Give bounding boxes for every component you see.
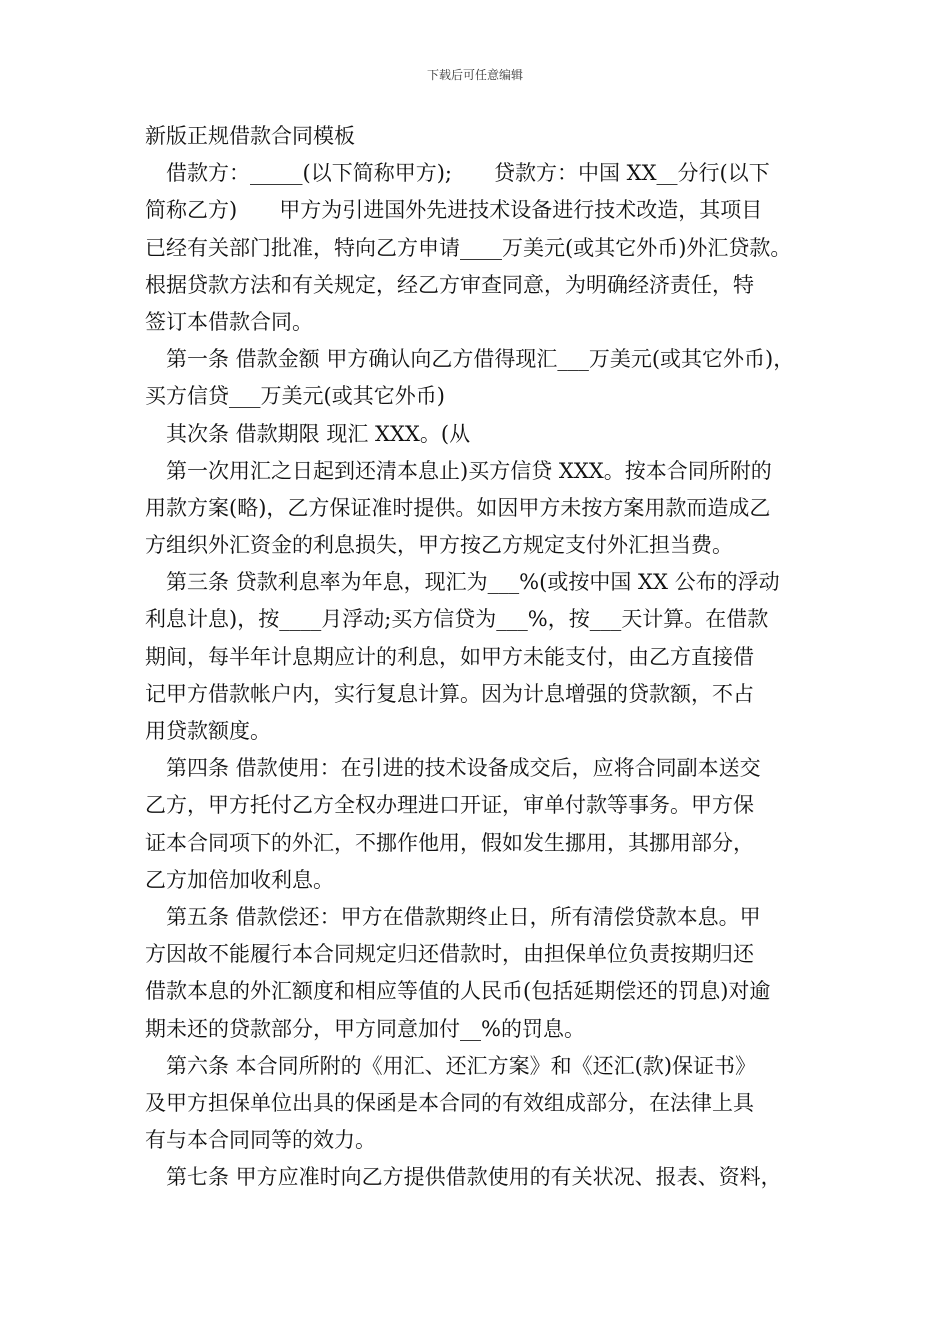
article-5-line: 第五条 借款偿还：甲方在借款期终止日，所有清偿贷款本息。甲 bbox=[166, 904, 761, 929]
document-title: 新版正规借款合同模板 bbox=[145, 124, 355, 148]
article-6-line: 及甲方担保单位出具的保函是本合同的有效组成部分，在法律上具 bbox=[145, 1090, 754, 1115]
article-6-line: 有与本合同同等的效力。 bbox=[145, 1128, 376, 1153]
article-7-line: 第七条 甲方应准时向乙方提供借款使用的有关状况、报表、资料， bbox=[166, 1165, 782, 1190]
article-2-line: 其次条 借款期限 现汇 XXX。(从 bbox=[166, 421, 471, 446]
paragraph-line: 根据贷款方法和有关规定，经乙方审查同意，为明确经济责任，特 bbox=[145, 272, 754, 297]
article-1-line: 第一条 借款金额 甲方确认向乙方借得现汇___万美元(或其它外币)， bbox=[166, 347, 795, 372]
document-body bbox=[145, 118, 815, 1196]
article-3-line: 第三条 贷款利息率为年息，现汇为___%(或按中国 XX 公布的浮动 bbox=[166, 570, 780, 595]
article-5-line: 期未还的贷款部分，甲方同意加付__%的罚息。 bbox=[145, 1016, 585, 1041]
paragraph-line: 借款方：_____(以下简称甲方); 贷款方：中国 XX__分行(以下 bbox=[166, 161, 770, 186]
paragraph-line: 简称乙方) 甲方为引进国外先进技术设备进行技术改造，其项目 bbox=[145, 198, 763, 223]
article-3-line: 记甲方借款帐户内，实行复息计算。因为计息增强的贷款额，不占 bbox=[145, 681, 754, 706]
article-2-line: 第一次用汇之日起到还清本息止)买方信贷 XXX。按本合同所附的 bbox=[166, 458, 772, 483]
page-header-note: 下载后可任意编辑 bbox=[426, 68, 523, 82]
article-5-line: 方因故不能履行本合同规定归还借款时，由担保单位负责按期归还 bbox=[145, 942, 754, 967]
paragraph-line: 签订本借款合同。 bbox=[145, 309, 313, 334]
article-3-line: 用贷款额度。 bbox=[145, 719, 271, 743]
article-2-line: 用款方案(略)，乙方保证准时提供。如因甲方未按方案用款而造成乙 bbox=[145, 495, 771, 520]
article-2-line: 方组织外汇资金的利息损失，甲方按乙方规定支付外汇担当费。 bbox=[145, 533, 733, 558]
article-6-line: 第六条 本合同所附的《用汇、还汇方案》和《还汇(款)保证书》 bbox=[166, 1053, 757, 1078]
article-4-line: 乙方加倍加收利息。 bbox=[145, 867, 334, 892]
article-3-line: 利息计息)，按____月浮动;买方信贷为___%，按___天计算。在借款 bbox=[145, 607, 769, 632]
article-5-line: 借款本息的外汇额度和相应等值的人民币(包括延期偿还的罚息)对逾 bbox=[145, 979, 771, 1004]
article-1-line: 买方信贷___万美元(或其它外币) bbox=[145, 384, 445, 409]
article-3-line: 期间，每半年计息期应计的利息，如甲方未能支付，由乙方直接借 bbox=[145, 644, 754, 669]
article-4-line: 证本合同项下的外汇，不挪作他用，假如发生挪用，其挪用部分， bbox=[145, 830, 754, 855]
article-4-line: 乙方，甲方托付乙方全权办理进口开证，审单付款等事务。甲方保 bbox=[145, 793, 754, 818]
article-4-line: 第四条 借款使用：在引进的技术设备成交后，应将合同副本送交 bbox=[166, 756, 761, 781]
paragraph-line: 已经有关部门批准，特向乙方申请____万美元(或其它外币)外汇贷款。 bbox=[145, 235, 792, 260]
